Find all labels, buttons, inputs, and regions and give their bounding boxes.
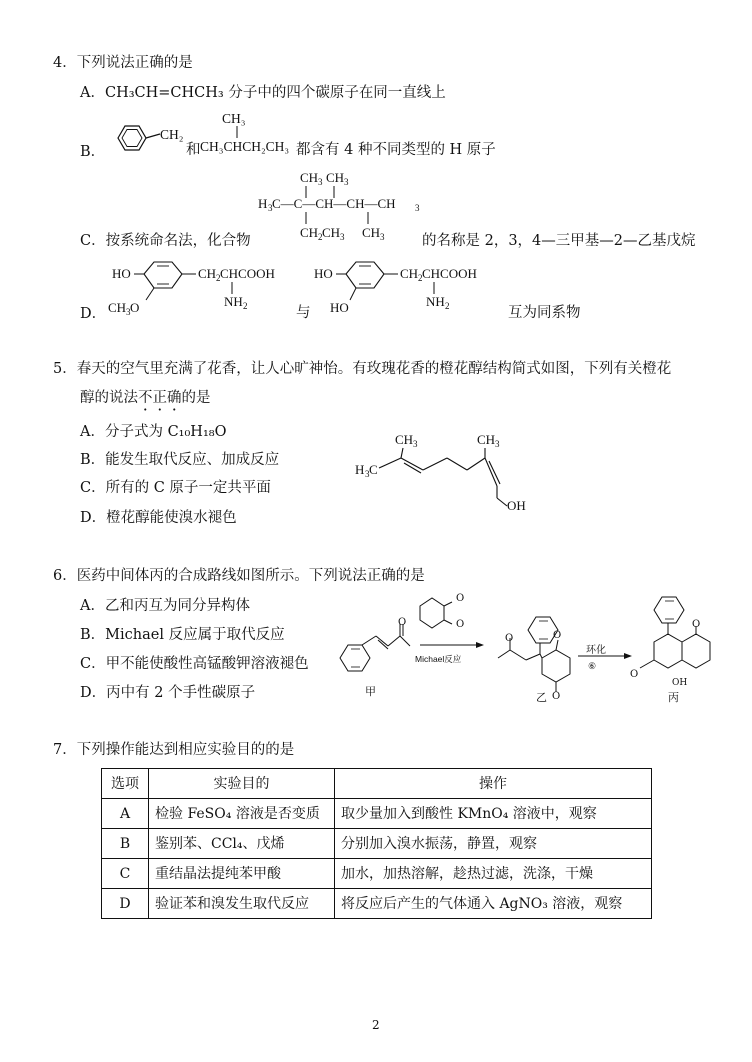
svg-text:CH: CH [362,225,381,240]
svg-text:CH: CH [477,432,496,447]
svg-text:3: 3 [318,177,323,187]
q4-stem: 4．下列说法正确的是 [53,55,193,71]
q4-option-b-label: B． [80,144,106,160]
q4-option-c-label: C．按系统命名法，化合物 [80,233,251,249]
q5-option-c: C．所有的 C 原子一定共平面 [80,480,271,496]
q5-stem-post: 的是 [181,390,211,406]
table-cell: 检验 FeSO₄ 溶液是否变质 [149,799,335,829]
q4-option-a: A．CH₃CH=CHCH₃ 分子中的四个碳原子在同一直线上 [80,85,446,101]
svg-text:3: 3 [340,232,345,242]
svg-text:HO: HO [330,300,349,315]
svg-text:NH: NH [426,294,445,309]
svg-text:HO: HO [314,266,333,281]
q4-option-c-text: 的名称是 2，3，4—三甲基—2—乙基戊烷 [422,233,696,249]
table-row [102,799,652,829]
svg-text:3: 3 [365,469,370,479]
bing-o-left: O [630,669,639,680]
q5-option-b: B．能发生取代反应、加成反应 [80,452,280,468]
svg-text:NH: NH [224,294,243,309]
label-jia: 甲 [365,685,376,698]
svg-text:3: 3 [268,203,273,213]
table-cell: 验证苯和溴发生取代反应 [149,889,335,919]
emphasis-char: 确 [167,390,182,406]
jia-o: O [398,617,407,628]
table-cell: C [102,859,149,889]
bing-o-top: O [692,619,701,630]
compound-c-structure [258,168,428,244]
bing-oh: OH [672,678,688,688]
q7-stem: 7．下列操作能达到相应实验目的的是 [53,742,295,758]
michael-reaction-label: Michael反应 [415,654,462,664]
table-row [102,889,652,919]
svg-text:2: 2 [418,273,423,283]
q6-option-a: A．乙和丙互为同分异构体 [80,598,250,614]
svg-text:C—C—CH—CH—CH: C—C—CH—CH—CH [272,196,396,211]
q4-b-and: 和 [186,142,201,158]
q6-option-b: B．Michael 反应属于取代反应 [80,627,285,643]
compound-d2-structure [310,258,510,320]
svg-text:CH: CH [300,170,319,185]
svg-text:CH: CH [322,225,341,240]
q4-d-text: 互为同系物 [508,305,581,321]
svg-text:CH: CH [326,170,345,185]
svg-text:C: C [369,462,378,477]
reagent-o-bottom: O [456,619,465,630]
experiment-table-body [102,769,652,919]
svg-text:OH: OH [507,498,526,513]
svg-text:CH: CH [395,432,414,447]
table-cell: 将反应后产生的气体通入 AgNO₃ 溶液，观察 [335,889,652,919]
table-cell: 加水，加热溶解，趁热过滤，洗涤，干燥 [335,859,652,889]
q6-option-d: D．丙中有 2 个手性碳原子 [80,685,256,701]
svg-text:CH: CH [108,300,127,315]
label-yi: 乙 [536,691,547,704]
svg-text:3: 3 [380,232,385,242]
q4-d-and: 与 [296,305,311,321]
svg-text:3: 3 [495,439,500,449]
svg-text:O: O [130,300,140,315]
table-cell: 分别加入溴水振荡，静置，观察 [335,829,652,859]
methylbutane-chain: CH₃CHCH₂CH₃ [200,139,290,154]
table-header-row [102,769,652,799]
table-header-cell: 选项 [102,769,149,799]
svg-text:H: H [258,196,268,211]
q6-stem: 6．医药中间体丙的合成路线如图所示。下列说法正确的是 [53,568,425,584]
svg-text:2: 2 [318,232,323,242]
svg-text:CH: CH [198,266,217,281]
compound-d1-structure [108,258,308,320]
emphasis-char: 不 [138,390,153,406]
methylbutane-branch: CH₃ [222,111,246,126]
table-header-cell: 实验目的 [149,769,335,799]
svg-text:3: 3 [344,177,349,187]
q5-stem-line1: 5．春天的空气里充满了花香，让人心旷神怡。有玫瑰花香的橙花醇结构简式如图，下列有关橙花 [53,361,672,377]
yi-o-bottom: O [552,691,561,702]
svg-text:3: 3 [126,307,131,317]
toluene-ch2: CH₂ [160,127,184,142]
svg-text:2: 2 [216,273,221,283]
svg-text:3: 3 [415,203,420,213]
svg-text:CHCOOH: CHCOOH [422,266,477,281]
q5-stem-pre: 醇的说法 [80,390,138,406]
cyclization-label: 环化 [586,645,606,656]
bond-line [236,126,238,138]
svg-text:H: H [355,462,365,477]
table-header-cell: 操作 [335,769,652,799]
svg-text:CH: CH [400,266,419,281]
q5-stem-line2 [80,391,211,406]
table-cell: 鉴别苯、CCl₄、戊烯 [149,829,335,859]
q4-option-d-label: D． [80,306,107,322]
emphasis-char: 正 [152,390,167,406]
yi-o-ketone: O [505,633,514,644]
q5-stem-emph [138,390,182,406]
table-cell: A [102,799,149,829]
page-number: 2 [372,1018,380,1032]
svg-text:2: 2 [445,301,450,311]
q4-b-text: 都含有 4 种不同类型的 H 原子 [296,142,496,158]
yi-o-top: O [553,630,562,641]
table-cell: B [102,829,149,859]
table-cell: 重结晶法提纯苯甲酸 [149,859,335,889]
svg-text:CH: CH [300,225,319,240]
table-cell: D [102,889,149,919]
svg-text:CHCOOH: CHCOOH [220,266,275,281]
label-bing: 丙 [668,691,679,704]
table-row [102,829,652,859]
svg-text:2: 2 [243,301,248,311]
experiment-table [101,768,652,919]
reagent-o-top: O [456,593,465,604]
svg-text:3: 3 [413,439,418,449]
step-number: ⑥ [588,662,597,672]
table-row [102,859,652,889]
table-cell: 取少量加入到酸性 KMnO₄ 溶液中，观察 [335,799,652,829]
q5-option-a: A．分子式为 C₁₀H₁₈O [80,424,227,440]
synthesis-route-diagram [328,590,728,705]
q5-option-d: D．橙花醇能使溴水褪色 [80,510,237,526]
q6-option-c: C．甲不能使酸性高锰酸钾溶液褪色 [80,656,309,672]
nerol-structure [355,430,545,520]
svg-text:HO: HO [112,266,131,281]
